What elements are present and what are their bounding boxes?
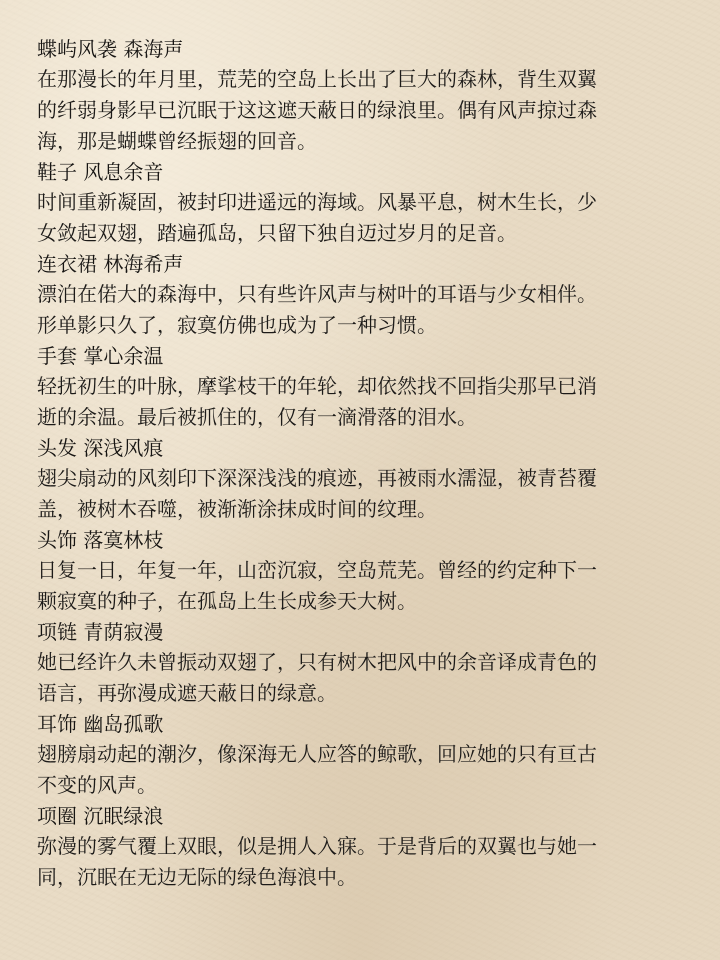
section-heading: 蝶屿风袭 森海声 <box>37 37 184 61</box>
section-dress <box>37 249 690 341</box>
body-line: 逝的余温。最后被抓住的，仅有一滴滑落的泪水。 <box>37 405 477 429</box>
body-line: 女敛起双翅，踏遍孤岛，只留下独自迈过岁月的足音。 <box>37 221 517 245</box>
body-line: 弥漫的雾气覆上双眼，似是拥人入寐。于是背后的双翼也与她一 <box>37 834 597 858</box>
section-body <box>37 279 690 341</box>
section-body <box>37 555 690 617</box>
section-body <box>37 64 690 157</box>
section-gloves <box>37 341 690 433</box>
body-line: 盖，被树木吞噬，被渐渐涂抹成时间的纹理。 <box>37 497 437 521</box>
body-line: 漂泊在偌大的森海中，只有些许风声与树叶的耳语与少女相伴。 <box>37 282 597 306</box>
section-shoes <box>37 157 690 249</box>
section-heading: 项链 青荫寂漫 <box>37 620 164 644</box>
body-line: 的纤弱身影早已沉眠于这这遮天蔽日的绿浪里。偶有风声掠过森 <box>37 98 597 122</box>
section-body <box>37 831 690 893</box>
body-line: 轻抚初生的叶脉，摩挲枝干的年轮，却依然找不回指尖那早已消 <box>37 374 597 398</box>
section-body <box>37 463 690 525</box>
section-body <box>37 371 690 433</box>
body-line: 语言，再弥漫成遮天蔽日的绿意。 <box>37 681 337 705</box>
body-line: 日复一日，年复一年，山峦沉寂，空岛荒芜。曾经的约定种下一 <box>37 558 597 582</box>
body-line: 颗寂寞的种子，在孤岛上生长成参天大树。 <box>37 589 417 613</box>
section-body <box>37 739 690 801</box>
section-heading: 鞋子 风息余音 <box>37 160 164 184</box>
body-line: 翅膀扇动起的潮汐，像深海无人应答的鲸歌，回应她的只有亘古 <box>37 742 597 766</box>
section-hair <box>37 433 690 525</box>
section-heading: 耳饰 幽岛孤歌 <box>37 712 164 736</box>
body-line: 同，沉眠在无边无际的绿色海浪中。 <box>37 865 357 889</box>
body-line: 时间重新凝固，被封印进遥远的海域。风暴平息，树木生长，少 <box>37 190 597 214</box>
body-line: 她已经许久未曾振动双翅了，只有树木把风中的余音译成青色的 <box>37 650 597 674</box>
section-body <box>37 647 690 709</box>
section-earrings <box>37 709 690 801</box>
section-body <box>37 187 690 249</box>
section-heading: 项圈 沉眠绿浪 <box>37 804 164 828</box>
section-heading: 连衣裙 林海希声 <box>37 252 184 276</box>
section-collar <box>37 801 690 893</box>
body-line: 海，那是蝴蝶曾经振翅的回音。 <box>37 129 317 153</box>
body-line: 不变的风声。 <box>37 773 157 797</box>
body-line: 翅尖扇动的风刻印下深深浅浅的痕迹，再被雨水濡湿，被青苔覆 <box>37 466 597 490</box>
section-butterfly-isle <box>37 34 690 157</box>
section-heading: 手套 掌心余温 <box>37 344 164 368</box>
section-heading: 头发 深浅风痕 <box>37 436 164 460</box>
section-heading: 头饰 落寞林枝 <box>37 528 164 552</box>
body-line: 在那漫长的年月里，荒芜的空岛上长出了巨大的森林，背生双翼 <box>37 67 597 91</box>
body-line: 形单影只久了，寂寞仿佛也成为了一种习惯。 <box>37 313 437 337</box>
section-headwear <box>37 525 690 617</box>
section-necklace <box>37 617 690 709</box>
